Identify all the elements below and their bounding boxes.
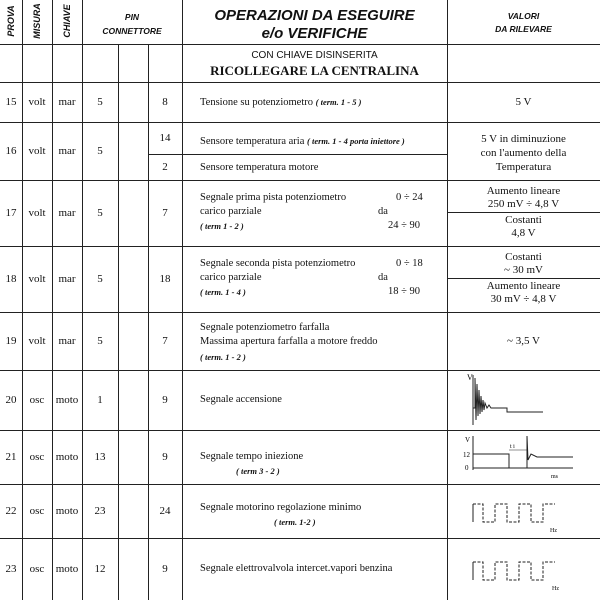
row18-val-b1: Aumento lineare [486, 280, 561, 292]
row19-op1: Segnale potenziometro farfalla [200, 322, 330, 333]
row22-op-note: ( term. 1-2 ) [274, 517, 316, 527]
row15-misura: volt [28, 95, 46, 108]
row16-pin-a: 5 [97, 144, 103, 157]
waveform-hz-label: Hz [552, 586, 559, 592]
waveform-0-label: 0 [465, 464, 469, 472]
row17-val-a2: 250 mV ÷ 4,8 V [487, 198, 560, 210]
row18-chiave: mar [58, 272, 76, 285]
row15-pin-b: 8 [162, 95, 168, 108]
row16-val3: Temperatura [495, 160, 552, 173]
row19-chiave: mar [58, 334, 76, 347]
row16-pin-b1: 14 [159, 131, 171, 144]
row18-misura: volt [28, 272, 46, 285]
row22-pin-a: 23 [94, 504, 106, 517]
row18-val-b2: 30 mV ÷ 4,8 V [490, 293, 557, 305]
row17-val-a1: Aumento lineare [486, 185, 561, 197]
row18-op1-range: 0 ÷ 18 [396, 258, 423, 269]
row21-op: Segnale tempo iniezione [200, 451, 304, 462]
row20-chiave: moto [55, 393, 79, 406]
subheader-chiave: CON CHIAVE DISINSERITA [251, 49, 378, 61]
row23-chiave: moto [55, 562, 79, 575]
row23-misura: osc [29, 562, 45, 575]
row19-misura: volt [28, 334, 46, 347]
row16-misura: volt [28, 144, 46, 157]
header-valori: VALORI [507, 11, 540, 21]
header-title: OPERAZIONI DA ESEGUIRE [214, 6, 415, 24]
header-misura: MISURA [32, 3, 42, 39]
row18-prova: 18 [5, 272, 17, 285]
row18-pin-a: 5 [97, 272, 103, 285]
row16-val1: 5 V in diminuzione [481, 132, 566, 145]
row23-square-waveform [447, 538, 600, 600]
row21-pin-b: 9 [162, 450, 168, 463]
row21-pin-a: 13 [94, 450, 106, 463]
row17-op3-note: ( term 1 - 2 ) [200, 221, 244, 231]
row18-val-a2: ~ 30 mV [504, 264, 543, 276]
row19-prova: 19 [5, 334, 17, 347]
row20-pin-a: 1 [97, 393, 103, 406]
row21-misura: osc [29, 450, 45, 463]
row16-val2: con l'aumento della [480, 146, 567, 159]
row-divider [0, 44, 600, 45]
row18-op2-da: da [378, 272, 388, 283]
row23-pin-a: 12 [94, 562, 106, 575]
row20-misura: osc [29, 393, 45, 406]
col-divider [118, 44, 119, 600]
row17-op1: Segnale prima pista potenziometro [200, 192, 347, 203]
waveform-12-label: 12 [463, 451, 470, 459]
row15-pin-a: 5 [97, 95, 103, 108]
row17-op2-da: da [378, 206, 388, 217]
row18-pin-b: 18 [159, 272, 171, 285]
row21-chiave: moto [55, 450, 79, 463]
subheader-ricollegare: RICOLLEGARE LA CENTRALINA [210, 62, 419, 78]
row17-op3-range: 24 ÷ 90 [388, 220, 421, 231]
row18-op3-range: 18 ÷ 90 [388, 286, 421, 297]
row17-val-b2: 4,8 V [511, 227, 536, 239]
row17-prova: 17 [5, 206, 17, 219]
row22-misura: osc [29, 504, 45, 517]
row-divider [148, 154, 447, 155]
row18-val-a1: Costanti [505, 251, 542, 263]
row17-val-b1: Costanti [505, 214, 542, 226]
row16-op2: Sensore temperatura motore [200, 162, 319, 173]
row19-op2: Massima apertura farfalla a motore freddo [200, 336, 378, 347]
row16-op1: Sensore temperatura aria ( term. 1 - 4 porta iniettore ) [200, 136, 405, 147]
row-divider [447, 278, 600, 279]
row21-op-note: ( term 3 - 2 ) [236, 466, 280, 476]
row17-pin-b: 7 [162, 206, 168, 219]
row22-prova: 22 [5, 504, 17, 517]
row19-pin-b: 7 [162, 334, 168, 347]
row17-op2: carico parziale [200, 206, 262, 217]
row17-pin-a: 5 [97, 206, 103, 219]
row18-op1: Segnale seconda pista potenziometro [200, 258, 356, 269]
col-divider [182, 0, 183, 600]
header-subtitle: e/o VERIFICHE [261, 24, 368, 42]
row21-prova: 21 [5, 450, 17, 463]
row18-op3-note: ( term. 1 - 4 ) [200, 287, 246, 297]
row15-prova: 15 [5, 95, 17, 108]
waveform-hz-label: Hz [550, 528, 557, 534]
row15-chiave: mar [58, 95, 76, 108]
header-da-rilevare: DA RILEVARE [495, 24, 552, 34]
waveform-ti-label: t i [510, 444, 515, 450]
row17-op1-range: 0 ÷ 24 [396, 192, 423, 203]
header-pin: PIN [124, 11, 140, 22]
row19-value: ~ 3,5 V [507, 334, 540, 347]
row20-pin-b: 9 [162, 393, 168, 406]
header-connettore: CONNETTORE [102, 25, 162, 36]
row21-injection-waveform [447, 430, 600, 484]
row23-pin-b: 9 [162, 562, 168, 575]
header-chiave: CHIAVE [62, 4, 72, 38]
row20-op: Segnale accensione [200, 394, 282, 405]
row18-op2: carico parziale [200, 272, 262, 283]
waveform-v-label: V [465, 436, 471, 444]
row16-prova: 16 [5, 144, 17, 157]
row15-value: 5 V [515, 95, 532, 108]
row23-prova: 23 [5, 562, 17, 575]
row15-op: Tensione su potenziometro ( term. 1 - 5 ) [200, 97, 362, 108]
row22-pin-b: 24 [159, 504, 171, 517]
row20-ignition-waveform [447, 370, 600, 430]
waveform-ms-label: ms [551, 474, 559, 480]
row19-pin-a: 5 [97, 334, 103, 347]
row17-misura: volt [28, 206, 46, 219]
row22-op: Segnale motorino regolazione minimo [200, 502, 362, 513]
row20-prova: 20 [5, 393, 17, 406]
row22-square-waveform [447, 484, 600, 538]
row16-pin-b2: 2 [162, 160, 168, 173]
row22-chiave: moto [55, 504, 79, 517]
row-divider [447, 212, 600, 213]
header-prova: PROVA [6, 5, 16, 37]
row16-chiave: mar [58, 144, 76, 157]
row23-op: Segnale elettrovalvola intercet.vapori benzina [200, 563, 393, 574]
row17-chiave: mar [58, 206, 76, 219]
waveform-v-label: V [467, 373, 473, 382]
row19-op3-note: ( term. 1 - 2 ) [200, 352, 246, 362]
